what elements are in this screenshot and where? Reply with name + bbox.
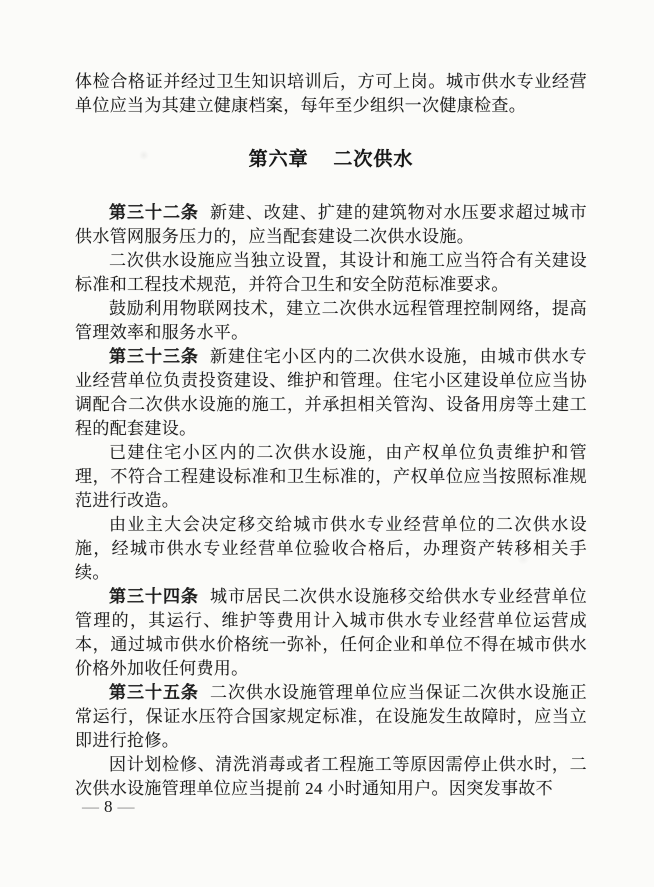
paragraph-article-34 xyxy=(75,585,587,681)
chapter-title: 二次供水 xyxy=(333,149,414,170)
chapter-number: 第六章 xyxy=(248,149,309,170)
paragraph xyxy=(75,513,587,585)
paragraph xyxy=(75,297,587,345)
paragraph-text: 新建、改建、扩建的建筑物对水压要求超过城市供水管网服务压力的，应当配套建设二次供水设施。 xyxy=(75,203,587,246)
paragraph-text: 二次供水设施管理单位应当保证二次供水设施正常运行，保证水压符合国家规定标准，在设施发生故障时，应当立即进行抢修。 xyxy=(75,683,587,750)
page-number-value: 8 xyxy=(104,797,114,816)
page-number-dash-left: — xyxy=(82,797,100,816)
article-number: 第三十五条 xyxy=(109,683,199,702)
paragraph-text: 体检合格证并经过卫生知识培训后，方可上岗。城市供水专业经营单位应当为其建立健康档案，每年至少组织一次健康检查。 xyxy=(75,72,587,115)
paragraph-text: 新建住宅小区内的二次供水设施，由城市供水专业经营单位负责投资建设、维护和管理。住宅小区建设单位应当协调配合二次供水设施的施工，并承担相关管沟、设备用房等土建工程的配套建设。 xyxy=(75,347,587,438)
paragraph-text: 鼓励利用物联网技术，建立二次供水远程管理控制网络，提高管理效率和服务水平。 xyxy=(75,299,587,342)
paragraph xyxy=(75,753,587,801)
paragraph-text: 因计划检修、清洗消毒或者工程施工等原因需停止供水时，二次供水设施管理单位应当提前 24 小时通知用户。因突发事故不 xyxy=(75,755,587,798)
article-number: 第三十三条 xyxy=(109,347,199,366)
paragraph-article-33 xyxy=(75,345,587,441)
article-number: 第三十四条 xyxy=(109,587,199,606)
paragraph-article-35 xyxy=(75,681,587,753)
chapter-heading xyxy=(75,147,587,173)
article-number: 第三十二条 xyxy=(109,203,199,222)
paragraph-text: 二次供水设施应当独立设置，其设计和施工应当符合有关建设标准和工程技术规范，并符合卫生和安全防范标准要求。 xyxy=(75,251,587,294)
paragraph-text: 由业主大会决定移交给城市供水专业经营单位的二次供水设施，经城市供水专业经营单位验收合格后，办理资产转移相关手续。 xyxy=(75,515,587,582)
page-body xyxy=(75,70,587,801)
paragraph-article-32 xyxy=(75,201,587,249)
paragraph-text: 城市居民二次供水设施移交给供水专业经营单位管理的，其运行、维护等费用计入城市供水专业经营单位运营成本，通过城市供水价格统一弥补，任何企业和单位不得在城市供水价格外加收任何费用。 xyxy=(75,587,587,678)
page-number xyxy=(78,797,140,817)
paragraph-text: 已建住宅小区内的二次供水设施，由产权单位负责维护和管理，不符合工程建设标准和卫生标准的，产权单位应当按照标准规范进行改造。 xyxy=(75,443,587,510)
page-number-dash-right: — xyxy=(117,797,136,816)
paragraph xyxy=(75,441,587,513)
paragraph xyxy=(75,249,587,297)
paragraph-continuation xyxy=(75,70,587,118)
